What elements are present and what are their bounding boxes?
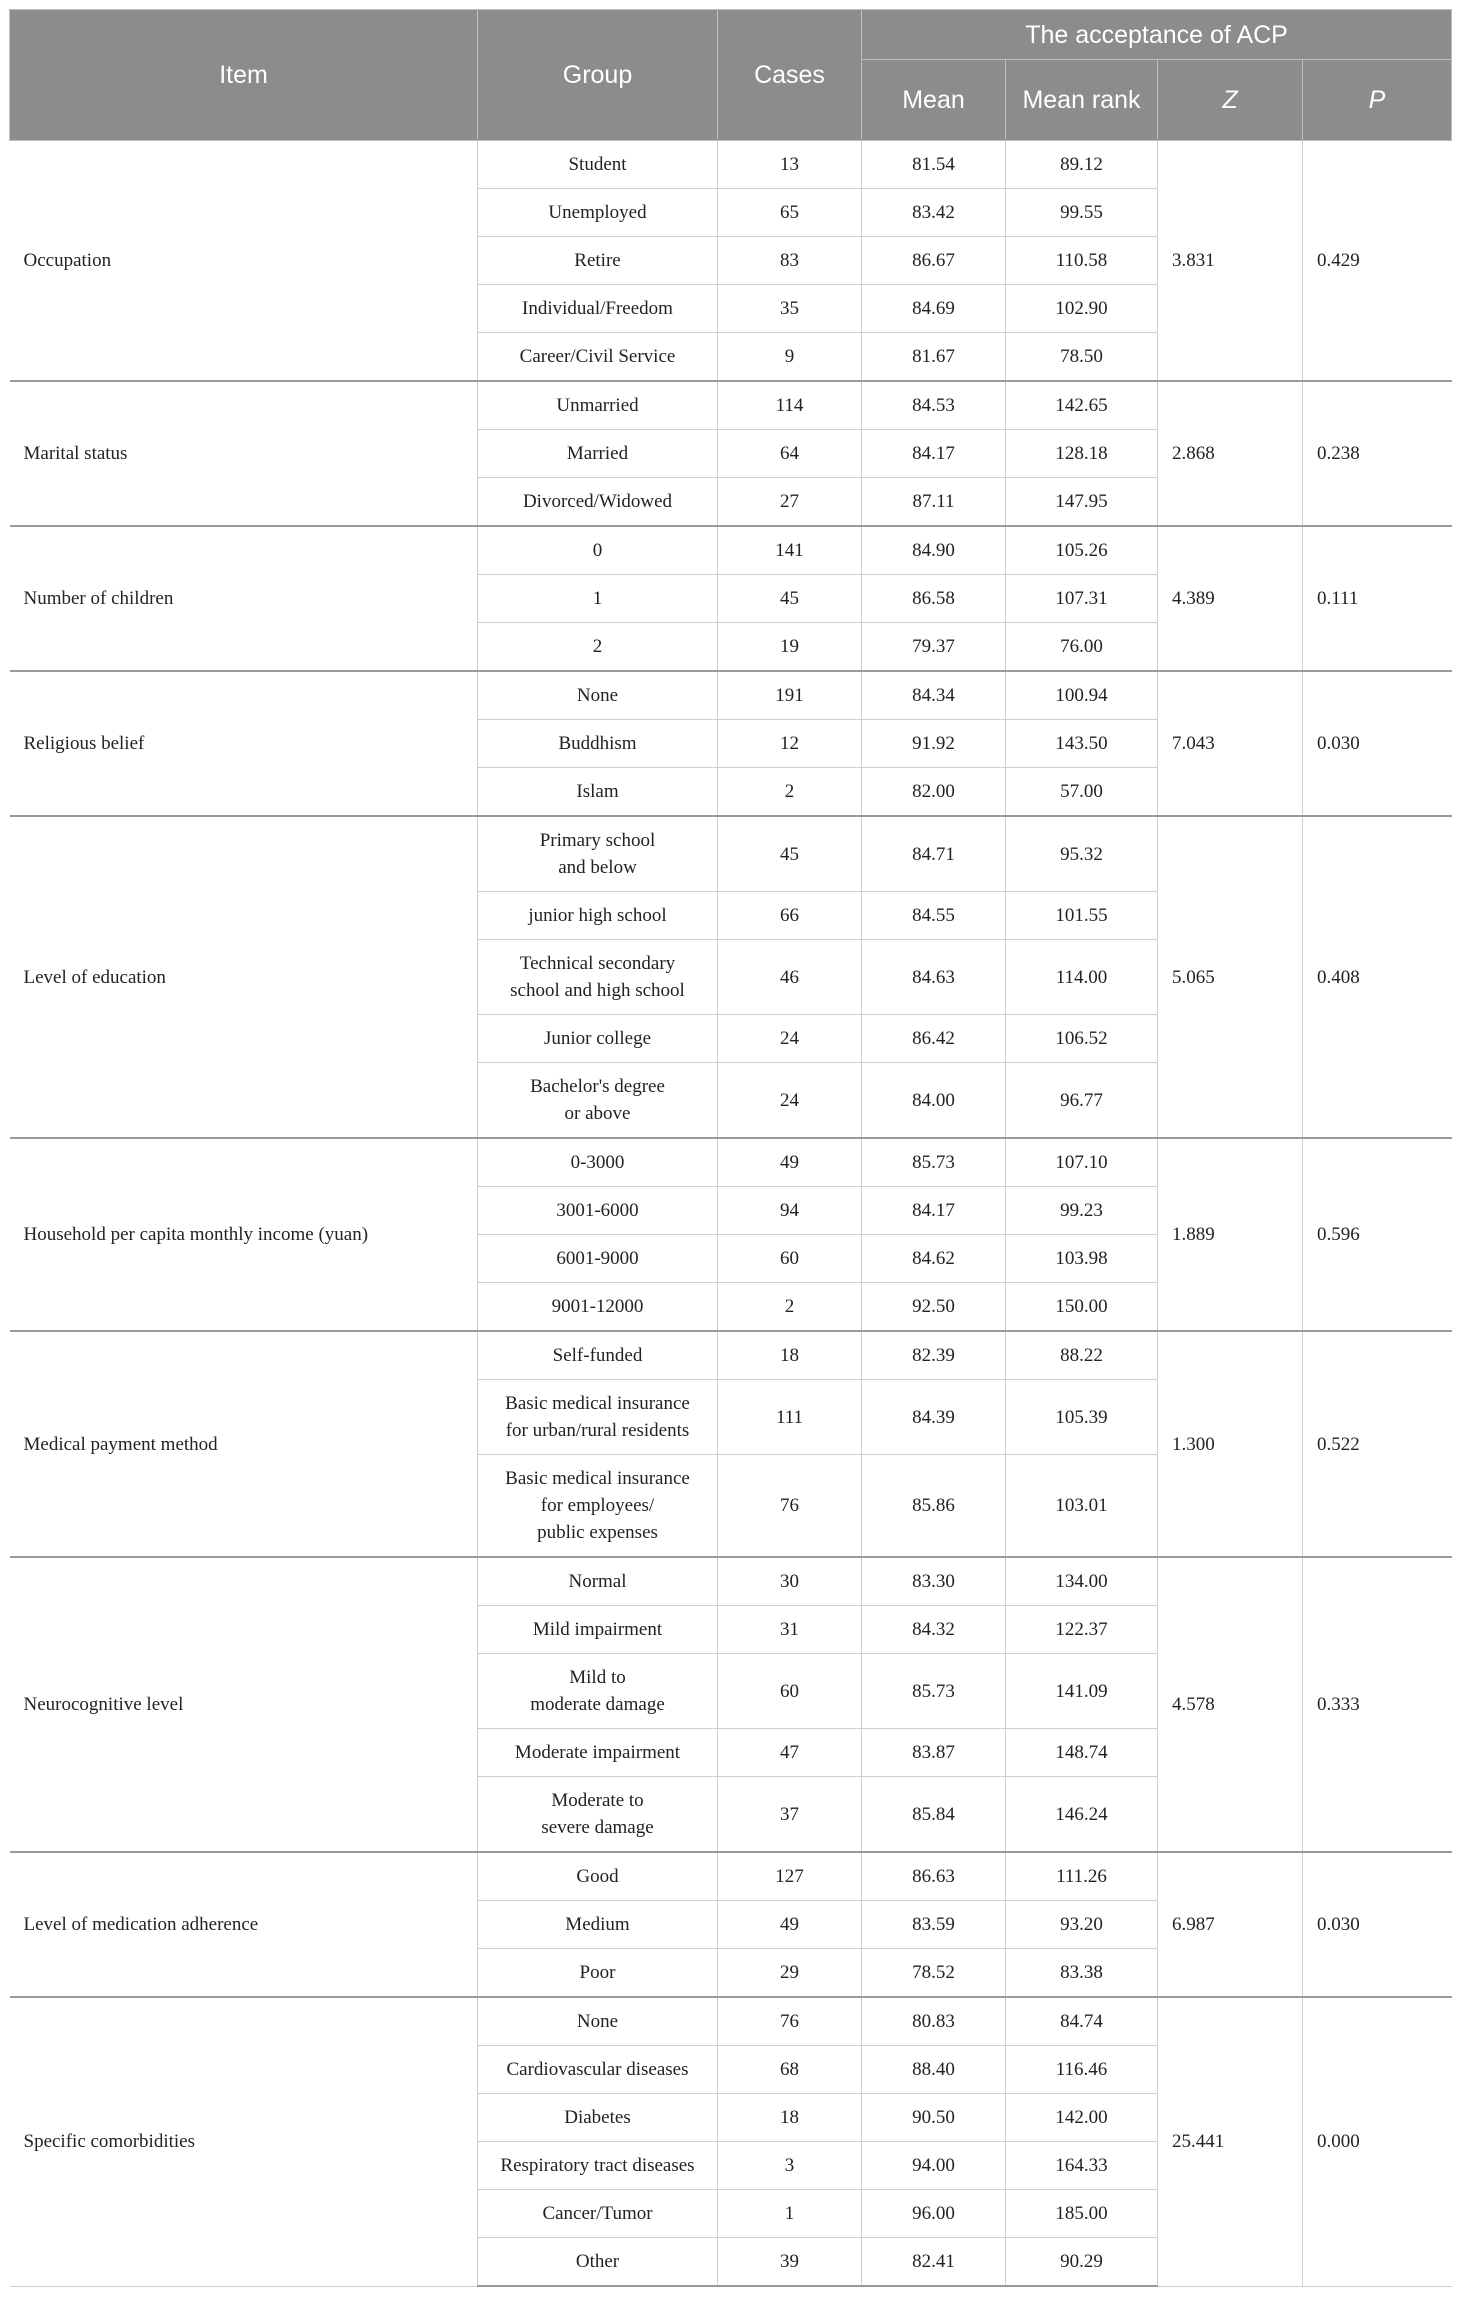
group-cell: Islam xyxy=(478,768,718,817)
mean-cell: 88.40 xyxy=(862,2046,1006,2094)
z-value-cell: 5.065 xyxy=(1158,816,1303,1138)
group-cell: Basic medical insurance for urban/rural residents xyxy=(478,1380,718,1455)
mean-cell: 85.73 xyxy=(862,1654,1006,1729)
mean-cell: 84.63 xyxy=(862,940,1006,1015)
z-value-cell: 3.831 xyxy=(1158,141,1303,382)
cases-cell: 24 xyxy=(718,1015,862,1063)
cases-cell: 46 xyxy=(718,940,862,1015)
cases-cell: 49 xyxy=(718,1901,862,1949)
mean-cell: 82.41 xyxy=(862,2238,1006,2287)
p-value-cell: 0.429 xyxy=(1303,141,1452,382)
table-row xyxy=(10,1852,1452,1901)
mean-rank-cell: 78.50 xyxy=(1006,333,1158,382)
mean-cell: 82.39 xyxy=(862,1331,1006,1380)
group-cell: None xyxy=(478,671,718,720)
z-value-cell: 4.389 xyxy=(1158,526,1303,671)
cases-cell: 68 xyxy=(718,2046,862,2094)
mean-cell: 96.00 xyxy=(862,2190,1006,2238)
cases-cell: 60 xyxy=(718,1235,862,1283)
mean-rank-cell: 164.33 xyxy=(1006,2142,1158,2190)
group-cell: Mild impairment xyxy=(478,1606,718,1654)
group-cell: Technical secondary school and high school xyxy=(478,940,718,1015)
cases-cell: 9 xyxy=(718,333,862,382)
mean-cell: 90.50 xyxy=(862,2094,1006,2142)
header-z: Z xyxy=(1158,60,1303,141)
header-group: Group xyxy=(478,10,718,141)
mean-rank-cell: 99.55 xyxy=(1006,189,1158,237)
mean-rank-cell: 93.20 xyxy=(1006,1901,1158,1949)
header-acceptance: The acceptance of ACP xyxy=(862,10,1452,60)
mean-rank-cell: 150.00 xyxy=(1006,1283,1158,1332)
mean-rank-cell: 107.10 xyxy=(1006,1138,1158,1187)
cases-cell: 2 xyxy=(718,1283,862,1332)
group-cell: Bachelor's degree or above xyxy=(478,1063,718,1139)
group-cell: 3001-6000 xyxy=(478,1187,718,1235)
mean-cell: 84.32 xyxy=(862,1606,1006,1654)
group-cell: Poor xyxy=(478,1949,718,1998)
z-value-cell: 4.578 xyxy=(1158,1557,1303,1852)
mean-rank-cell: 141.09 xyxy=(1006,1654,1158,1729)
table-row xyxy=(10,816,1452,892)
p-value-cell: 0.408 xyxy=(1303,816,1452,1138)
mean-rank-cell: 142.65 xyxy=(1006,381,1158,430)
cases-cell: 18 xyxy=(718,2094,862,2142)
group-cell: Buddhism xyxy=(478,720,718,768)
mean-rank-cell: 116.46 xyxy=(1006,2046,1158,2094)
p-value-cell: 0.522 xyxy=(1303,1331,1452,1557)
cases-cell: 12 xyxy=(718,720,862,768)
cases-cell: 76 xyxy=(718,1997,862,2046)
mean-cell: 94.00 xyxy=(862,2142,1006,2190)
table-row xyxy=(10,1997,1452,2046)
mean-cell: 86.67 xyxy=(862,237,1006,285)
mean-cell: 86.42 xyxy=(862,1015,1006,1063)
group-cell: 1 xyxy=(478,575,718,623)
cases-cell: 24 xyxy=(718,1063,862,1139)
item-cell: Number of children xyxy=(10,526,478,671)
mean-rank-cell: 142.00 xyxy=(1006,2094,1158,2142)
group-cell: Moderate to severe damage xyxy=(478,1777,718,1853)
mean-cell: 87.11 xyxy=(862,478,1006,527)
mean-cell: 84.00 xyxy=(862,1063,1006,1139)
item-cell: Level of education xyxy=(10,816,478,1138)
cases-cell: 49 xyxy=(718,1138,862,1187)
acp-acceptance-table xyxy=(9,9,1452,2287)
item-cell: Marital status xyxy=(10,381,478,526)
item-cell: Household per capita monthly income (yuan) xyxy=(10,1138,478,1331)
mean-rank-cell: 103.98 xyxy=(1006,1235,1158,1283)
group-cell: Unemployed xyxy=(478,189,718,237)
table-row xyxy=(10,671,1452,720)
group-cell: Student xyxy=(478,141,718,189)
mean-rank-cell: 105.39 xyxy=(1006,1380,1158,1455)
mean-cell: 83.59 xyxy=(862,1901,1006,1949)
mean-rank-cell: 103.01 xyxy=(1006,1455,1158,1558)
z-value-cell: 1.300 xyxy=(1158,1331,1303,1557)
group-cell: None xyxy=(478,1997,718,2046)
cases-cell: 66 xyxy=(718,892,862,940)
mean-cell: 91.92 xyxy=(862,720,1006,768)
p-value-cell: 0.030 xyxy=(1303,671,1452,816)
cases-cell: 141 xyxy=(718,526,862,575)
cases-cell: 31 xyxy=(718,1606,862,1654)
group-cell: Married xyxy=(478,430,718,478)
mean-rank-cell: 99.23 xyxy=(1006,1187,1158,1235)
group-cell: Cancer/Tumor xyxy=(478,2190,718,2238)
group-cell: Junior college xyxy=(478,1015,718,1063)
mean-rank-cell: 57.00 xyxy=(1006,768,1158,817)
mean-rank-cell: 95.32 xyxy=(1006,816,1158,892)
group-cell: Moderate impairment xyxy=(478,1729,718,1777)
item-cell: Occupation xyxy=(10,141,478,382)
mean-cell: 84.71 xyxy=(862,816,1006,892)
p-value-cell: 0.238 xyxy=(1303,381,1452,526)
mean-cell: 84.17 xyxy=(862,1187,1006,1235)
group-cell: Divorced/Widowed xyxy=(478,478,718,527)
mean-cell: 78.52 xyxy=(862,1949,1006,1998)
item-cell: Religious belief xyxy=(10,671,478,816)
mean-rank-cell: 122.37 xyxy=(1006,1606,1158,1654)
z-value-cell: 1.889 xyxy=(1158,1138,1303,1331)
table-row xyxy=(10,1138,1452,1187)
z-value-cell: 6.987 xyxy=(1158,1852,1303,1997)
z-value-cell: 2.868 xyxy=(1158,381,1303,526)
mean-cell: 84.53 xyxy=(862,381,1006,430)
cases-cell: 39 xyxy=(718,2238,862,2287)
group-cell: Basic medical insurance for employees/ public expenses xyxy=(478,1455,718,1558)
mean-rank-cell: 102.90 xyxy=(1006,285,1158,333)
table-row xyxy=(10,1331,1452,1380)
header-p: P xyxy=(1303,60,1452,141)
item-cell: Medical payment method xyxy=(10,1331,478,1557)
group-cell: Medium xyxy=(478,1901,718,1949)
cases-cell: 191 xyxy=(718,671,862,720)
cases-cell: 94 xyxy=(718,1187,862,1235)
mean-rank-cell: 148.74 xyxy=(1006,1729,1158,1777)
group-cell: Unmarried xyxy=(478,381,718,430)
cases-cell: 18 xyxy=(718,1331,862,1380)
group-cell: 6001-9000 xyxy=(478,1235,718,1283)
cases-cell: 45 xyxy=(718,575,862,623)
group-cell: Diabetes xyxy=(478,2094,718,2142)
mean-rank-cell: 84.74 xyxy=(1006,1997,1158,2046)
group-cell: junior high school xyxy=(478,892,718,940)
cases-cell: 3 xyxy=(718,2142,862,2190)
mean-cell: 84.69 xyxy=(862,285,1006,333)
table-header xyxy=(10,10,1452,141)
group-cell: 0-3000 xyxy=(478,1138,718,1187)
table-body xyxy=(10,141,1452,2287)
group-cell: Cardiovascular diseases xyxy=(478,2046,718,2094)
mean-cell: 81.54 xyxy=(862,141,1006,189)
item-cell: Specific comorbidities xyxy=(10,1997,478,2286)
cases-cell: 30 xyxy=(718,1557,862,1606)
group-cell: Respiratory tract diseases xyxy=(478,2142,718,2190)
cases-cell: 111 xyxy=(718,1380,862,1455)
cases-cell: 65 xyxy=(718,189,862,237)
cases-cell: 47 xyxy=(718,1729,862,1777)
group-cell: Good xyxy=(478,1852,718,1901)
header-item: Item xyxy=(10,10,478,141)
mean-cell: 84.62 xyxy=(862,1235,1006,1283)
cases-cell: 29 xyxy=(718,1949,862,1998)
cases-cell: 27 xyxy=(718,478,862,527)
group-cell: 9001-12000 xyxy=(478,1283,718,1332)
table-row xyxy=(10,381,1452,430)
mean-cell: 85.86 xyxy=(862,1455,1006,1558)
mean-rank-cell: 147.95 xyxy=(1006,478,1158,527)
mean-cell: 84.55 xyxy=(862,892,1006,940)
mean-rank-cell: 143.50 xyxy=(1006,720,1158,768)
mean-rank-cell: 146.24 xyxy=(1006,1777,1158,1853)
p-value-cell: 0.333 xyxy=(1303,1557,1452,1852)
mean-cell: 84.39 xyxy=(862,1380,1006,1455)
mean-rank-cell: 96.77 xyxy=(1006,1063,1158,1139)
group-cell: Mild to moderate damage xyxy=(478,1654,718,1729)
mean-rank-cell: 105.26 xyxy=(1006,526,1158,575)
mean-rank-cell: 90.29 xyxy=(1006,2238,1158,2287)
group-cell: Primary school and below xyxy=(478,816,718,892)
cases-cell: 114 xyxy=(718,381,862,430)
mean-cell: 86.58 xyxy=(862,575,1006,623)
cases-cell: 127 xyxy=(718,1852,862,1901)
mean-cell: 85.73 xyxy=(862,1138,1006,1187)
mean-cell: 86.63 xyxy=(862,1852,1006,1901)
header-cases: Cases xyxy=(718,10,862,141)
mean-rank-cell: 111.26 xyxy=(1006,1852,1158,1901)
mean-cell: 80.83 xyxy=(862,1997,1006,2046)
mean-cell: 92.50 xyxy=(862,1283,1006,1332)
mean-rank-cell: 83.38 xyxy=(1006,1949,1158,1998)
p-value-cell: 0.596 xyxy=(1303,1138,1452,1331)
mean-rank-cell: 185.00 xyxy=(1006,2190,1158,2238)
table-row xyxy=(10,526,1452,575)
cases-cell: 1 xyxy=(718,2190,862,2238)
item-cell: Neurocognitive level xyxy=(10,1557,478,1852)
table-container xyxy=(9,9,1451,2287)
header-mean: Mean xyxy=(862,60,1006,141)
mean-rank-cell: 89.12 xyxy=(1006,141,1158,189)
mean-cell: 82.00 xyxy=(862,768,1006,817)
p-value-cell: 0.000 xyxy=(1303,1997,1452,2286)
mean-rank-cell: 76.00 xyxy=(1006,623,1158,672)
table-row xyxy=(10,1557,1452,1606)
mean-cell: 84.34 xyxy=(862,671,1006,720)
cases-cell: 64 xyxy=(718,430,862,478)
group-cell: Normal xyxy=(478,1557,718,1606)
table-row xyxy=(10,141,1452,189)
z-value-cell: 7.043 xyxy=(1158,671,1303,816)
cases-cell: 2 xyxy=(718,768,862,817)
cases-cell: 83 xyxy=(718,237,862,285)
cases-cell: 76 xyxy=(718,1455,862,1558)
group-cell: Other xyxy=(478,2238,718,2287)
mean-cell: 81.67 xyxy=(862,333,1006,382)
mean-cell: 83.30 xyxy=(862,1557,1006,1606)
mean-cell: 85.84 xyxy=(862,1777,1006,1853)
item-cell: Level of medication adherence xyxy=(10,1852,478,1997)
mean-rank-cell: 114.00 xyxy=(1006,940,1158,1015)
cases-cell: 37 xyxy=(718,1777,862,1853)
p-value-cell: 0.030 xyxy=(1303,1852,1452,1997)
group-cell: Individual/Freedom xyxy=(478,285,718,333)
cases-cell: 19 xyxy=(718,623,862,672)
group-cell: Self-funded xyxy=(478,1331,718,1380)
mean-rank-cell: 106.52 xyxy=(1006,1015,1158,1063)
mean-cell: 84.90 xyxy=(862,526,1006,575)
mean-rank-cell: 100.94 xyxy=(1006,671,1158,720)
header-mean-rank: Mean rank xyxy=(1006,60,1158,141)
cases-cell: 35 xyxy=(718,285,862,333)
p-value-cell: 0.111 xyxy=(1303,526,1452,671)
group-cell: 2 xyxy=(478,623,718,672)
mean-cell: 83.42 xyxy=(862,189,1006,237)
mean-rank-cell: 101.55 xyxy=(1006,892,1158,940)
mean-rank-cell: 88.22 xyxy=(1006,1331,1158,1380)
mean-cell: 83.87 xyxy=(862,1729,1006,1777)
group-cell: Retire xyxy=(478,237,718,285)
group-cell: 0 xyxy=(478,526,718,575)
mean-cell: 79.37 xyxy=(862,623,1006,672)
cases-cell: 45 xyxy=(718,816,862,892)
mean-rank-cell: 128.18 xyxy=(1006,430,1158,478)
mean-cell: 84.17 xyxy=(862,430,1006,478)
mean-rank-cell: 107.31 xyxy=(1006,575,1158,623)
z-value-cell: 25.441 xyxy=(1158,1997,1303,2286)
cases-cell: 13 xyxy=(718,141,862,189)
mean-rank-cell: 134.00 xyxy=(1006,1557,1158,1606)
cases-cell: 60 xyxy=(718,1654,862,1729)
group-cell: Career/Civil Service xyxy=(478,333,718,382)
mean-rank-cell: 110.58 xyxy=(1006,237,1158,285)
